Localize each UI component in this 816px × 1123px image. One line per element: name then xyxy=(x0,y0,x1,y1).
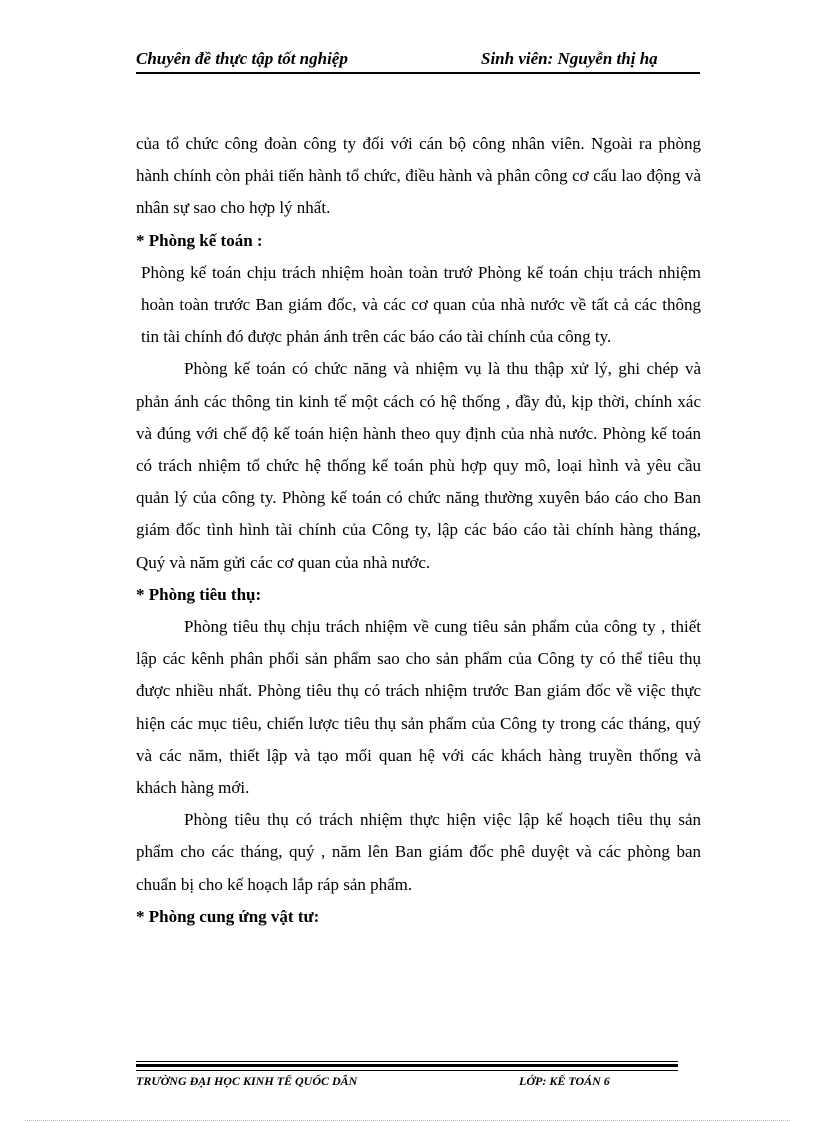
page-header xyxy=(136,49,701,71)
footer-rule xyxy=(136,1061,678,1062)
header-rule xyxy=(136,72,700,74)
section-heading-accounting: * Phòng kế toán : xyxy=(136,230,263,250)
paragraph: Phòng kế toán chịu trách nhiệm hoàn toàn trướ Phòng kế toán chịu trách nhiệm hoàn toàn trước Ban giám đốc, và các cơ quan của nhà nước về tất cả các thông tin tài chính đó được phản ánh trên các báo cáo tài chính của công ty. xyxy=(141,262,701,347)
footer-rule xyxy=(136,1064,678,1067)
footer-university: TRƯỜNG ĐẠI HỌC KINH TẾ QUỐC DÂN xyxy=(136,1074,358,1088)
section-heading-supply: * Phòng cung ứng vật tư: xyxy=(136,906,320,926)
header-student: Sinh viên: Nguyễn thị hạ xyxy=(481,49,658,68)
footer-class: LỚP: KẾ TOÁN 6 xyxy=(519,1074,610,1088)
paragraph: Phòng kế toán có chức năng và nhiệm vụ là thu thập xử lý, ghi chép và phản ánh các thông tin kinh tế một cách có hệ thống , đầy đủ, kịp thời, chính xác và đúng với chế độ kế toán hiện hành theo quy định của nhà nước. Phòng kế toán có trách nhiệm tổ chức hệ thống kế toán phù hợp quy mô, loại hình và yêu cầu quản lý của công ty. Phòng kế toán có chức năng thường xuyên báo cáo cho Ban giám đốc tình hình tài chính của Công ty, lập các báo cáo tài chính hàng tháng, Quý và năm gửi các cơ quan của nhà nước. xyxy=(136,359,701,572)
section-heading-sales: * Phòng tiêu thụ: xyxy=(136,584,262,604)
header-title: Chuyên đề thực tập tốt nghiệp xyxy=(136,49,348,68)
footer-rule xyxy=(136,1070,678,1071)
paragraph: Phòng tiêu thụ có trách nhiệm thực hiện việc lập kế hoạch tiêu thụ sản phẩm cho các tháng, quý , năm lên Ban giám đốc phê duyệt và các phòng ban chuẩn bị cho kế hoạch lắp ráp sản phẩm. xyxy=(136,810,701,894)
paragraph: của tổ chức công đoàn công ty đối với cán bộ công nhân viên. Ngoài ra phòng hành chính còn phải tiến hành tổ chức, điều hành và phân công cơ cấu lao động và nhân sự sao cho hợp lý nhất. xyxy=(136,134,701,218)
page-footer xyxy=(136,1074,701,1092)
document-body xyxy=(136,128,701,933)
paragraph: Phòng tiêu thụ chịu trách nhiệm về cung tiêu sản phẩm của công ty , thiết lập các kênh phân phối sản phẩm sao cho sản phẩm của Công ty có thể tiêu thụ được nhiều nhất. Phòng tiêu thụ có trách nhiệm trước Ban giám đốc về việc thực hiện các mục tiêu, chiến lược tiêu thụ sản phẩm của Công ty trong các tháng, quý và các năm, thiết lập và tạo mối quan hệ với các khách hàng truyền thống và khách hàng mới. xyxy=(136,617,701,798)
page-edge-dotted-line xyxy=(25,1120,790,1121)
